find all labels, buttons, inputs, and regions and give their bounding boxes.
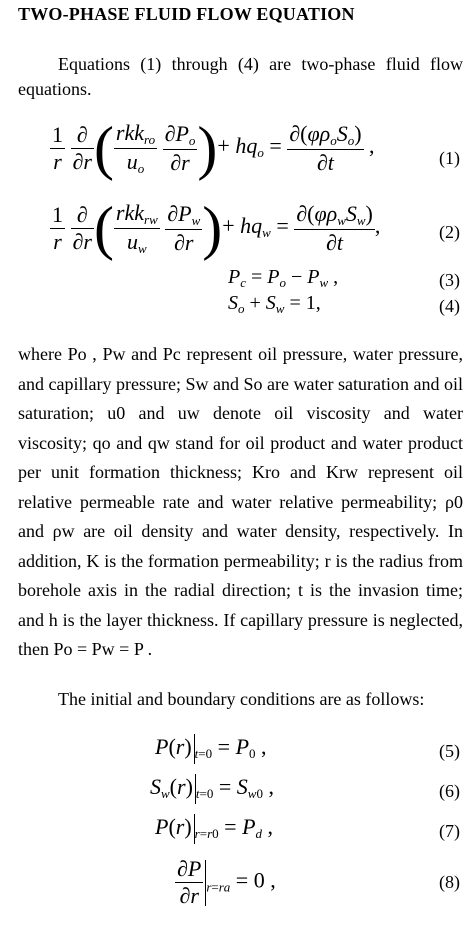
equation-8-number: (8) bbox=[439, 872, 460, 892]
equation-2-number: (2) bbox=[439, 222, 460, 242]
equation-6: $S_w(r) _{t=0} = S_{w0}$ , bbox=[150, 774, 274, 804]
equation-5-number: (5) bbox=[439, 741, 460, 761]
section-title: TWO-PHASE FLUID FLOW EQUATION bbox=[18, 4, 355, 24]
equation-5: P(r) $_{t=0} = P_0$ , bbox=[155, 734, 267, 764]
equation-3-number: (3) bbox=[439, 270, 460, 290]
equation-1: $\frac{1}{r}$ $\frac{\partial}{\partial r}$ ( $\frac{rkk_{ro}}{u_o}$ $\frac{\partial P_o}{\partial r}$ )+ $hq_o$ = $\frac{\partial(\varphi\rho_oS_o)}{\partial t}$ , bbox=[52, 115, 375, 181]
body-paragraph: where Po , Pw and Pc represent oil pressure, water pressure, and capillary pressure; Sw and So are water saturation and oil saturation; u0 and uw denote oil viscosity and water viscosity; qo and qw stand for oil product and water product per unit formation thickness; Kro and Krw represent oil relative permeable rate and water relative permeability; ρ0 and ρw are oil density and water density, respectively. In addition, K is the formation permeability; r is the radius from borehole axis in the radial direction; t is the invasion time; and h is the layer thickness. If capillary pressure is neglected, then Po = Pw = P . bbox=[18, 344, 463, 659]
equation-2: $\frac{1}{r}$ $\frac{\partial}{\partial r}$ ( $\frac{rkk_{rw}}{u_w}$ $\frac{\partial P_w}{\partial r}$ )+ $hq_w$ = $\frac{\partial(\varphi\rho_wS_w)}{\partial t}$ , bbox=[52, 195, 381, 261]
conditions-intro: The initial and boundary conditions are as follows: bbox=[58, 689, 425, 709]
equation-1-number: (1) bbox=[439, 148, 460, 168]
equation-6-number: (6) bbox=[439, 781, 460, 801]
equation-8: $\frac{\partial P}{\partial r}$ $_{r=ra}$ = 0 , bbox=[177, 856, 276, 908]
equation-7-number: (7) bbox=[439, 821, 460, 841]
equation-7: P(r) $_{r=r0} = P_d$ , bbox=[155, 814, 273, 844]
equation-4-number: (4) bbox=[439, 296, 460, 316]
equation-3: $P_c = P_o - P_w$ , bbox=[228, 266, 339, 290]
equation-4: $S_o + S_w = 1$, bbox=[228, 292, 321, 316]
intro-paragraph: Equations (1) through (4) are two-phase fluid flow equations. bbox=[18, 54, 463, 99]
